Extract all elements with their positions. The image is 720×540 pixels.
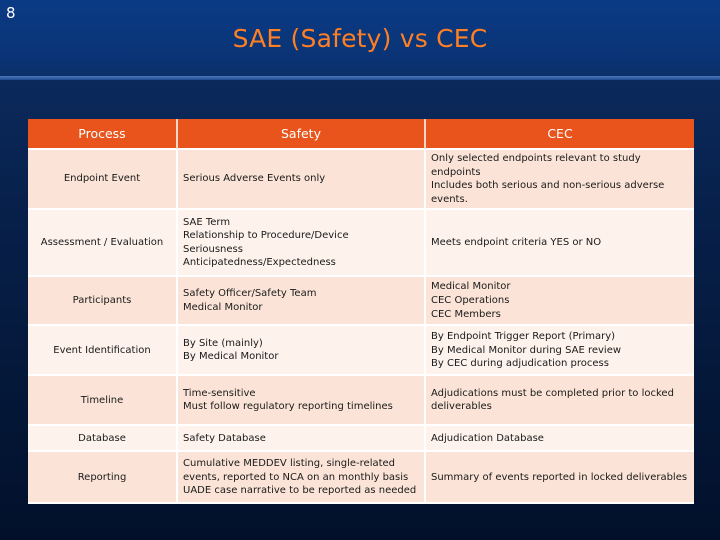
safety-line: Must follow regulatory reporting timelines	[183, 401, 393, 413]
header-process: Process	[28, 119, 178, 150]
cec-line: Adjudication Database	[431, 432, 544, 444]
comparison-table	[28, 119, 694, 504]
safety-line: Cumulative MEDDEV listing, single-related	[183, 457, 396, 469]
cec-line: By CEC during adjudication process	[431, 358, 609, 370]
safety-line: Relationship to Procedure/Device	[183, 230, 349, 242]
cec-line: Medical Monitor	[431, 281, 511, 293]
process-cell: Reporting	[28, 452, 178, 504]
cec-cell	[426, 150, 694, 210]
safety-line: Safety Database	[183, 432, 266, 444]
safety-line: events, reported to NCA on an monthly basis	[183, 471, 409, 483]
cec-line: deliverables	[431, 401, 492, 413]
safety-line: Medical Monitor	[183, 301, 263, 313]
table-row	[28, 210, 694, 277]
cec-line: Summary of events reported in locked deliverables	[431, 471, 688, 483]
table-row	[28, 426, 694, 452]
cec-cell	[426, 376, 694, 426]
cec-cell	[426, 210, 694, 277]
cec-line: CEC Operations	[431, 295, 510, 307]
safety-cell	[178, 150, 426, 210]
table-header-row	[28, 119, 694, 150]
cec-line: Only selected endpoints relevant to study endpoints	[431, 153, 641, 178]
table-row	[28, 326, 694, 376]
table-row	[28, 452, 694, 504]
process-cell: Assessment / Evaluation	[28, 210, 178, 277]
slide-title: SAE (Safety) vs CEC	[232, 24, 488, 53]
process-cell: Database	[28, 426, 178, 452]
cec-line: Adjudications must be completed prior to locked	[431, 387, 674, 399]
cec-line: Meets endpoint criteria YES or NO	[431, 237, 602, 249]
cec-line: By Endpoint Trigger Report (Primary)	[431, 330, 616, 342]
cec-cell	[426, 426, 694, 452]
safety-line: UADE case narrative to be reported as needed	[183, 485, 417, 497]
cec-cell	[426, 326, 694, 376]
process-cell: Timeline	[28, 376, 178, 426]
cec-cell	[426, 277, 694, 326]
safety-line: By Medical Monitor	[183, 351, 279, 363]
table-row	[28, 376, 694, 426]
header-safety: Safety	[178, 119, 426, 150]
cec-line: Includes both serious and non-serious adverse	[431, 180, 665, 192]
process-cell: Participants	[28, 277, 178, 326]
process-cell: Event Identification	[28, 326, 178, 376]
safety-line: Time-sensitive	[183, 387, 256, 399]
safety-line: Anticipatedness/Expectedness	[183, 257, 336, 269]
cec-line: events.	[431, 193, 468, 205]
safety-line: SAE Term	[183, 216, 231, 228]
safety-line: By Site (mainly)	[183, 337, 263, 349]
safety-cell	[178, 426, 426, 452]
table-row	[28, 150, 694, 210]
cec-cell	[426, 452, 694, 504]
safety-cell	[178, 326, 426, 376]
cec-line: CEC Members	[431, 308, 501, 320]
table-row	[28, 277, 694, 326]
safety-cell	[178, 452, 426, 504]
safety-line: Serious Adverse Events only	[183, 173, 326, 185]
cec-line: By Medical Monitor during SAE review	[431, 344, 622, 356]
safety-cell	[178, 210, 426, 277]
safety-cell	[178, 376, 426, 426]
header-divider	[0, 76, 720, 80]
header-cec: CEC	[426, 119, 694, 150]
safety-line: Seriousness	[183, 243, 243, 255]
slide-number: 8	[6, 4, 16, 22]
process-cell: Endpoint Event	[28, 150, 178, 210]
safety-cell	[178, 277, 426, 326]
safety-line: Safety Officer/Safety Team	[183, 288, 317, 300]
